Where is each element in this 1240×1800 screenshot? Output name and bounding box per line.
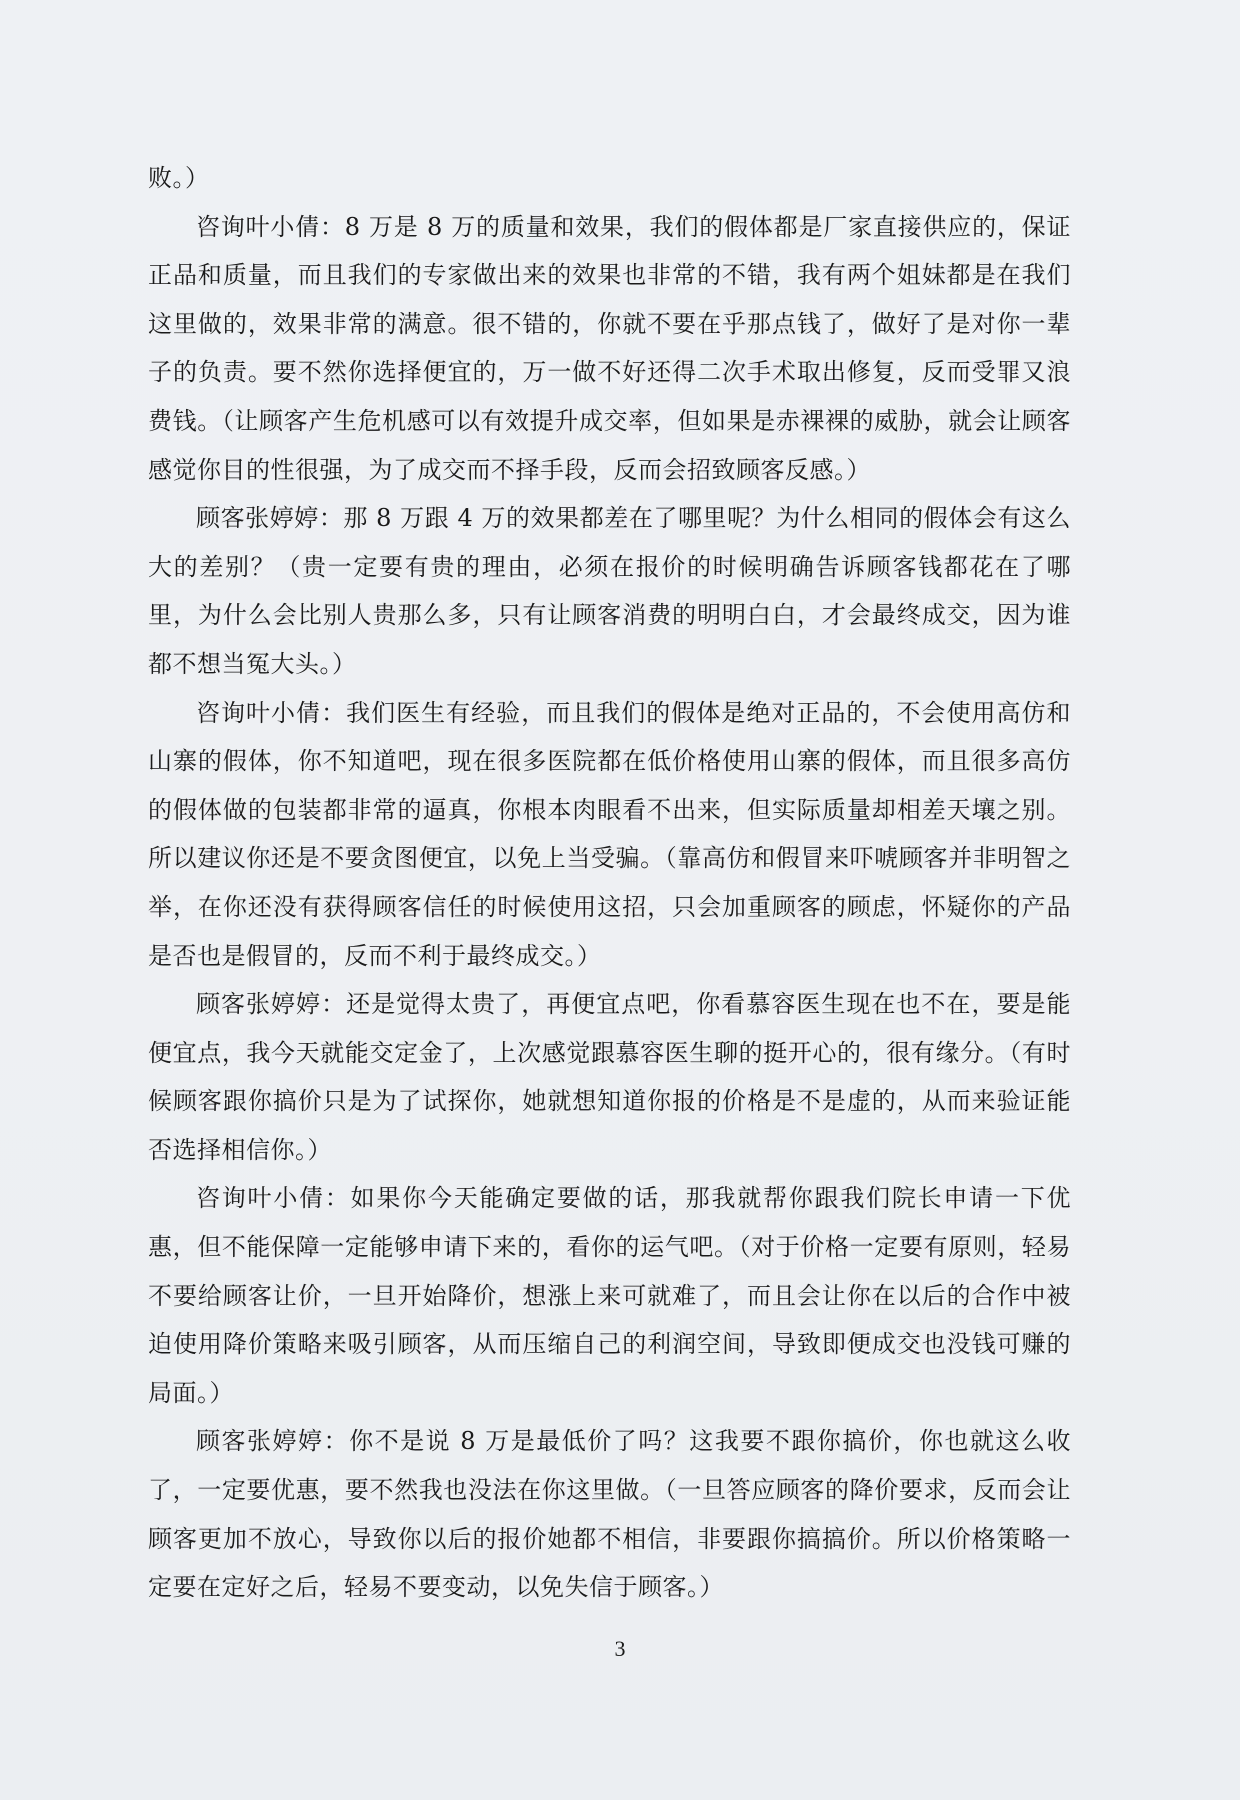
document-body bbox=[148, 154, 1071, 1612]
paragraph: 咨询叶小倩：如果你今天能确定要做的话，那我就帮你跟我们院长申请一下优惠，但不能保障一定能够申请下来的，看你的运气吧。（对于价格一定要有原则，轻易不要给顾客让价，一旦开始降价，想涨上来可就难了，而且会让你在以后的合作中被迫使用降价策略来吸引顾客，从而压缩自己的利润空间，导致即便成交也没钱可赚的局面。） bbox=[148, 1184, 1071, 1407]
paragraph: 咨询叶小倩：8 万是 8 万的质量和效果，我们的假体都是厂家直接供应的，保证正品和质量，而且我们的专家做出来的效果也非常的不错，我有两个姐妹都是在我们这里做的，效果非常的满意。很不错的，你就不要在乎那点钱了，做好了是对你一辈子的负责。要不然你选择便宜的，万一做不好还得二次手术取出修复，反而受罪又浪费钱。（让顾客产生危机感可以有效提升成交率，但如果是赤裸裸的威胁，就会让顾客感觉你目的性很强，为了成交而不择手段，反而会招致顾客反感。） bbox=[148, 212, 1071, 484]
paragraph: 顾客张婷婷：那 8 万跟 4 万的效果都差在了哪里呢？为什么相同的假体会有这么大的差别？（贵一定要有贵的理由，必须在报价的时候明确告诉顾客钱都花在了哪里，为什么会比别人贵那么多，只有让顾客消费的明明白白，才会最终成交，因为谁都不想当冤大头。） bbox=[148, 504, 1071, 678]
paragraph: 顾客张婷婷：你不是说 8 万是最低价了吗？这我要不跟你搞价，你也就这么收了，一定要优惠，要不然我也没法在你这里做。（一旦答应顾客的降价要求，反而会让顾客更加不放心，导致你以后的报价她都不相信，非要跟你搞搞价。所以价格策略一定要在定好之后，轻易不要变动，以免失信于顾客。） bbox=[148, 1427, 1071, 1602]
paragraph: 顾客张婷婷：还是觉得太贵了，再便宜点吧，你看慕容医生现在也不在，要是能便宜点，我今天就能交定金了，上次感觉跟慕容医生聊的挺开心的，很有缘分。（有时候顾客跟你搞价只是为了试探你，她就想知道你报的价格是不是虚的，从而来验证能否选择相信你。） bbox=[148, 990, 1071, 1164]
paragraph: 败。） bbox=[148, 164, 210, 192]
paragraph: 咨询叶小倩：我们医生有经验，而且我们的假体是绝对正品的，不会使用高仿和山寨的假体，你不知道吧，现在很多医院都在低价格使用山寨的假体，而且很多高仿的假体做的包装都非常的逼真，你根本肉眼看不出来，但实际质量却相差天壤之别。所以建议你还是不要贪图便宜，以免上当受骗。（靠高仿和假冒来吓唬顾客并非明智之举，在你还没有获得顾客信任的时候使用这招，只会加重顾客的顾虑，怀疑你的产品是否也是假冒的，反而不利于最终成交。） bbox=[148, 698, 1071, 970]
page-number: 3 bbox=[614, 1636, 626, 1661]
